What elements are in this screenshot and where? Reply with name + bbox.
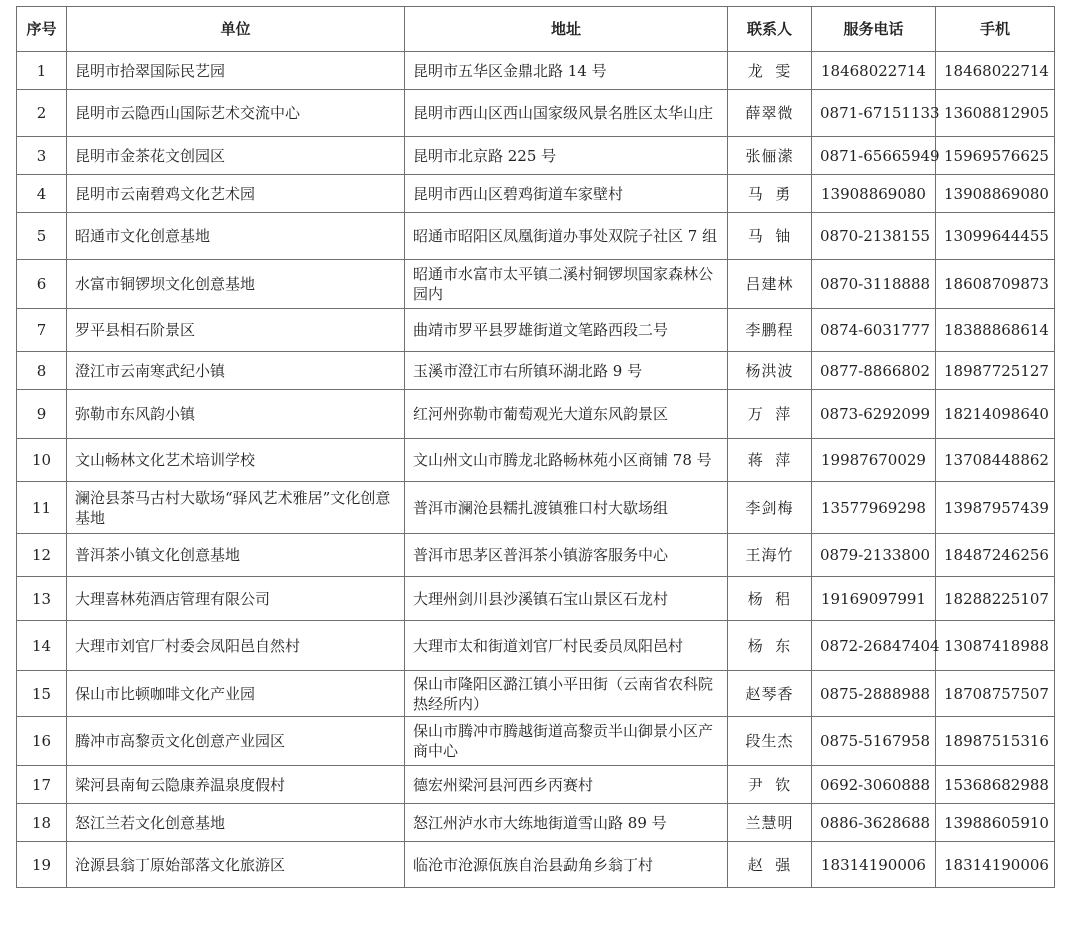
cell-mobile: 18987515316 xyxy=(936,717,1055,766)
table-row xyxy=(17,534,1055,577)
table-header xyxy=(17,7,1055,52)
cell-address: 保山市腾冲市腾越街道高黎贡半山御景小区产商中心 xyxy=(405,717,728,766)
cell-contact: 王海竹 xyxy=(728,534,812,577)
cell-mobile: 18214098640 xyxy=(936,390,1055,439)
contacts-table xyxy=(16,6,1055,888)
cell-contact: 蒋 萍 xyxy=(728,439,812,482)
cell-address: 大理市太和街道刘官厂村民委员凤阳邑村 xyxy=(405,621,728,671)
cell-index: 12 xyxy=(17,534,67,577)
cell-index: 6 xyxy=(17,260,67,309)
cell-index: 15 xyxy=(17,671,67,717)
cell-phone: 0877-8866802 xyxy=(812,352,936,390)
cell-mobile: 13099644455 xyxy=(936,213,1055,260)
table-row xyxy=(17,766,1055,804)
cell-address: 普洱市澜沧县糯扎渡镇雅口村大歇场组 xyxy=(405,482,728,534)
cell-phone: 0870-2138155 xyxy=(812,213,936,260)
table-row xyxy=(17,90,1055,137)
cell-unit: 文山畅林文化艺术培训学校 xyxy=(67,439,405,482)
cell-index: 18 xyxy=(17,804,67,842)
cell-address: 曲靖市罗平县罗雄街道文笔路西段二号 xyxy=(405,309,728,352)
cell-contact: 尹 钦 xyxy=(728,766,812,804)
cell-address: 昆明市五华区金鼎北路 14 号 xyxy=(405,52,728,90)
cell-phone: 0871-67151133 xyxy=(812,90,936,137)
cell-address: 文山州文山市腾龙北路畅林苑小区商铺 78 号 xyxy=(405,439,728,482)
cell-phone: 0875-2888988 xyxy=(812,671,936,717)
cell-address: 保山市隆阳区潞江镇小平田街（云南省农科院热经所内） xyxy=(405,671,728,717)
header-unit: 单位 xyxy=(67,7,405,52)
cell-contact: 龙 雯 xyxy=(728,52,812,90)
table-row xyxy=(17,352,1055,390)
cell-index: 7 xyxy=(17,309,67,352)
cell-mobile: 13987957439 xyxy=(936,482,1055,534)
cell-contact: 兰慧明 xyxy=(728,804,812,842)
cell-index: 11 xyxy=(17,482,67,534)
cell-address: 昆明市西山区碧鸡街道车家壁村 xyxy=(405,175,728,213)
cell-mobile: 18708757507 xyxy=(936,671,1055,717)
cell-contact: 赵琴香 xyxy=(728,671,812,717)
cell-address: 普洱市思茅区普洱茶小镇游客服务中心 xyxy=(405,534,728,577)
table-row xyxy=(17,482,1055,534)
cell-mobile: 13708448862 xyxy=(936,439,1055,482)
cell-address: 怒江州泸水市大练地街道雪山路 89 号 xyxy=(405,804,728,842)
cell-mobile: 15368682988 xyxy=(936,766,1055,804)
cell-contact: 薛翠微 xyxy=(728,90,812,137)
cell-address: 昭通市昭阳区凤凰街道办事处双院子社区 7 组 xyxy=(405,213,728,260)
cell-index: 16 xyxy=(17,717,67,766)
cell-contact: 杨 东 xyxy=(728,621,812,671)
cell-contact: 段生杰 xyxy=(728,717,812,766)
table-row xyxy=(17,439,1055,482)
cell-address: 红河州弥勒市葡萄观光大道东风韵景区 xyxy=(405,390,728,439)
header-mobile: 手机 xyxy=(936,7,1055,52)
cell-unit: 普洱茶小镇文化创意基地 xyxy=(67,534,405,577)
table-row xyxy=(17,842,1055,888)
cell-unit: 梁河县南甸云隐康养温泉度假村 xyxy=(67,766,405,804)
cell-contact: 李剑梅 xyxy=(728,482,812,534)
cell-index: 14 xyxy=(17,621,67,671)
cell-address: 大理州剑川县沙溪镇石宝山景区石龙村 xyxy=(405,577,728,621)
cell-phone: 0875-5167958 xyxy=(812,717,936,766)
cell-unit: 腾冲市高黎贡文化创意产业园区 xyxy=(67,717,405,766)
cell-unit: 昆明市云隐西山国际艺术交流中心 xyxy=(67,90,405,137)
cell-index: 2 xyxy=(17,90,67,137)
cell-index: 17 xyxy=(17,766,67,804)
cell-mobile: 18388868614 xyxy=(936,309,1055,352)
cell-unit: 澄江市云南寒武纪小镇 xyxy=(67,352,405,390)
cell-phone: 0872-26847404 xyxy=(812,621,936,671)
cell-mobile: 18288225107 xyxy=(936,577,1055,621)
cell-unit: 昆明市金茶花文创园区 xyxy=(67,137,405,175)
table-row xyxy=(17,804,1055,842)
header-address: 地址 xyxy=(405,7,728,52)
cell-index: 9 xyxy=(17,390,67,439)
cell-address: 玉溪市澄江市右所镇环湖北路 9 号 xyxy=(405,352,728,390)
cell-index: 19 xyxy=(17,842,67,888)
cell-unit: 罗平县相石阶景区 xyxy=(67,309,405,352)
cell-unit: 怒江兰若文化创意基地 xyxy=(67,804,405,842)
cell-mobile: 13988605910 xyxy=(936,804,1055,842)
cell-index: 8 xyxy=(17,352,67,390)
cell-contact: 吕建林 xyxy=(728,260,812,309)
cell-phone: 0871-65665949 xyxy=(812,137,936,175)
cell-contact: 马 勇 xyxy=(728,175,812,213)
cell-address: 昭通市水富市太平镇二溪村铜锣坝国家森林公园内 xyxy=(405,260,728,309)
header-index: 序号 xyxy=(17,7,67,52)
cell-phone: 0873-6292099 xyxy=(812,390,936,439)
cell-phone: 0692-3060888 xyxy=(812,766,936,804)
cell-phone: 0879-2133800 xyxy=(812,534,936,577)
cell-index: 10 xyxy=(17,439,67,482)
cell-address: 昆明市西山区西山国家级风景名胜区太华山庄 xyxy=(405,90,728,137)
table-row xyxy=(17,309,1055,352)
cell-contact: 张俪潆 xyxy=(728,137,812,175)
cell-phone: 19169097991 xyxy=(812,577,936,621)
table-row xyxy=(17,390,1055,439)
cell-phone: 0886-3628688 xyxy=(812,804,936,842)
cell-contact: 杨洪波 xyxy=(728,352,812,390)
cell-unit: 昆明市拾翠国际民艺园 xyxy=(67,52,405,90)
cell-unit: 水富市铜锣坝文化创意基地 xyxy=(67,260,405,309)
table-row xyxy=(17,717,1055,766)
table-row xyxy=(17,577,1055,621)
cell-address: 昆明市北京路 225 号 xyxy=(405,137,728,175)
cell-contact: 赵 强 xyxy=(728,842,812,888)
cell-index: 5 xyxy=(17,213,67,260)
cell-mobile: 15969576625 xyxy=(936,137,1055,175)
cell-mobile: 13087418988 xyxy=(936,621,1055,671)
cell-unit: 昭通市文化创意基地 xyxy=(67,213,405,260)
table-row xyxy=(17,137,1055,175)
cell-mobile: 18608709873 xyxy=(936,260,1055,309)
table-row xyxy=(17,175,1055,213)
cell-unit: 弥勒市东风韵小镇 xyxy=(67,390,405,439)
cell-phone: 0870-3118888 xyxy=(812,260,936,309)
cell-phone: 18468022714 xyxy=(812,52,936,90)
table-row xyxy=(17,260,1055,309)
cell-index: 1 xyxy=(17,52,67,90)
cell-mobile: 13608812905 xyxy=(936,90,1055,137)
cell-phone: 19987670029 xyxy=(812,439,936,482)
cell-phone: 13577969298 xyxy=(812,482,936,534)
cell-phone: 0874-6031777 xyxy=(812,309,936,352)
cell-address: 临沧市沧源佤族自治县勐角乡翁丁村 xyxy=(405,842,728,888)
cell-contact: 万 萍 xyxy=(728,390,812,439)
cell-phone: 18314190006 xyxy=(812,842,936,888)
table-row xyxy=(17,671,1055,717)
table-body xyxy=(17,52,1055,888)
cell-unit: 保山市比顿咖啡文化产业园 xyxy=(67,671,405,717)
cell-mobile: 13908869080 xyxy=(936,175,1055,213)
cell-mobile: 18468022714 xyxy=(936,52,1055,90)
cell-unit: 沧源县翁丁原始部落文化旅游区 xyxy=(67,842,405,888)
cell-index: 3 xyxy=(17,137,67,175)
cell-unit: 澜沧县茶马古村大歇场“驿风艺术雅居”文化创意基地 xyxy=(67,482,405,534)
cell-address: 德宏州梁河县河西乡丙赛村 xyxy=(405,766,728,804)
cell-mobile: 18487246256 xyxy=(936,534,1055,577)
cell-index: 4 xyxy=(17,175,67,213)
cell-contact: 杨 稆 xyxy=(728,577,812,621)
cell-contact: 马 铀 xyxy=(728,213,812,260)
table-row xyxy=(17,213,1055,260)
cell-index: 13 xyxy=(17,577,67,621)
cell-unit: 大理市刘官厂村委会凤阳邑自然村 xyxy=(67,621,405,671)
header-contact: 联系人 xyxy=(728,7,812,52)
cell-mobile: 18314190006 xyxy=(936,842,1055,888)
cell-unit: 大理喜林苑酒店管理有限公司 xyxy=(67,577,405,621)
header-row xyxy=(17,7,1055,52)
cell-mobile: 18987725127 xyxy=(936,352,1055,390)
cell-contact: 李鹏程 xyxy=(728,309,812,352)
table-row xyxy=(17,52,1055,90)
header-phone: 服务电话 xyxy=(812,7,936,52)
table-row xyxy=(17,621,1055,671)
cell-unit: 昆明市云南碧鸡文化艺术园 xyxy=(67,175,405,213)
cell-phone: 13908869080 xyxy=(812,175,936,213)
